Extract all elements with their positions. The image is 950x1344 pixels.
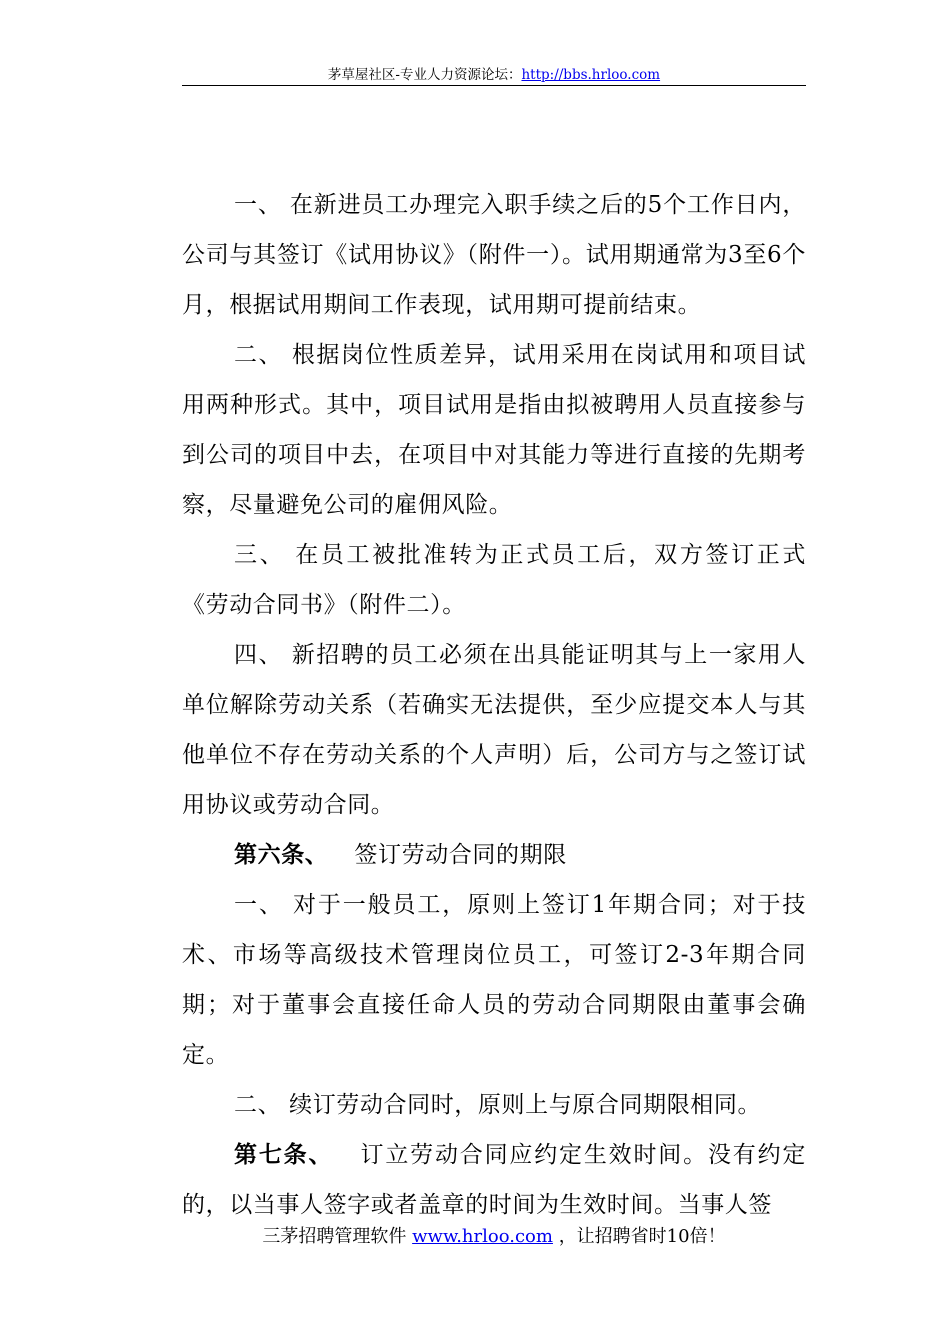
- article-7-text: 订立劳动合同应约定生效时间。没有约定的，以当事人签字或者盖章的时间为生效时间。当事人签: [182, 1142, 806, 1218]
- page-footer: [182, 1225, 806, 1249]
- paragraph-contract-renewal: 二、 续订劳动合同时，原则上与原合同期限相同。: [234, 1092, 762, 1118]
- footer-suffix: ，让招聘省时10倍！: [558, 1226, 726, 1247]
- header-divider: [182, 85, 806, 86]
- article-6-heading: [182, 830, 806, 880]
- paragraph-formal-contract: 三、 在员工被批准转为正式员工后，双方签订正式《劳动合同书》（附件二）。: [182, 542, 806, 618]
- header-forum-link[interactable]: http://bbs.hrloo.com: [521, 67, 661, 83]
- paragraph-probation-agreement: 一、 在新进员工办理完入职手续之后的5个工作日内，公司与其签订《试用协议》（附件一）。试用期通常为3至6个月，根据试用期间工作表现，试用期可提前结束。: [182, 192, 806, 318]
- paragraph-probation-forms: 二、 根据岗位性质差异，试用采用在岗试用和项目试用两种形式。其中，项目试用是指由拟被聘用人员直接参与到公司的项目中去，在项目中对其能力等进行直接的先期考察，尽量避免公司的雇佣风险。: [182, 342, 806, 518]
- document-body: [182, 180, 806, 1230]
- article-7-paragraph: [182, 1130, 806, 1230]
- article-6-label: 第六条、: [234, 841, 329, 868]
- article-7-label: 第七条、: [234, 1141, 334, 1168]
- footer-prefix: 三茅招聘管理软件: [262, 1226, 407, 1247]
- article-6-title: 签订劳动合同的期限: [354, 842, 567, 868]
- footer-website-link[interactable]: www.hrloo.com: [412, 1226, 553, 1247]
- paragraph-contract-term: 一、 对于一般员工，原则上签订1年期合同；对于技术、市场等高级技术管理岗位员工，可签订2-3年期合同期；对于董事会直接任命人员的劳动合同期限由董事会确定。: [182, 892, 806, 1068]
- header-text: 茅草屋社区-专业人力资源论坛：: [327, 67, 522, 83]
- page-header: [182, 66, 806, 84]
- paragraph-prior-employment: 四、 新招聘的员工必须在出具能证明其与上一家用人单位解除劳动关系（若确实无法提供，至少应提交本人与其他单位不存在劳动关系的个人声明）后，公司方与之签订试用协议或劳动合同。: [182, 642, 806, 818]
